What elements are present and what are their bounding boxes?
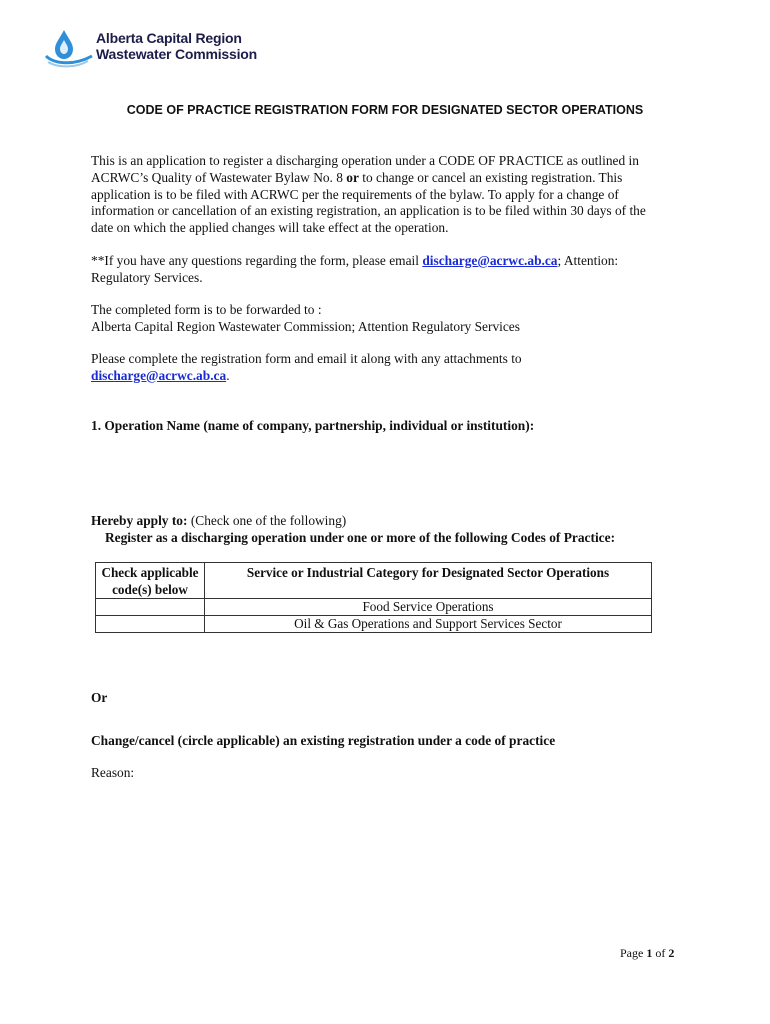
category-cell-food-service: Food Service Operations (205, 599, 652, 616)
check-column-header: Check applicable code(s) below (96, 563, 205, 599)
apply-paragraph (91, 513, 671, 547)
table-row (96, 616, 652, 633)
page-total: 2 (668, 946, 675, 960)
or-label: Or (91, 690, 108, 705)
page-number (620, 946, 674, 961)
check-cell-food-service[interactable] (96, 599, 205, 616)
category-cell-oil-gas: Oil & Gas Operations and Support Services Sector (205, 616, 652, 633)
page-title: CODE OF PRACTICE REGISTRATION FORM FOR DESIGNATED SECTOR OPERATIONS (126, 103, 644, 117)
complete-email-link[interactable]: discharge@acrwc.ab.ca (91, 367, 227, 383)
forward-line-2: Alberta Capital Region Wastewater Commission; Attention Regulatory Services (91, 318, 520, 334)
questions-paragraph (91, 253, 671, 287)
check-cell-oil-gas[interactable] (96, 616, 205, 633)
register-line: Register as a discharging operation under one or more of the following Codes of Practice: (105, 529, 616, 545)
logo-line-1: Alberta Capital Region (96, 30, 242, 46)
intro-text-2: to change or cancel an existing registration. This application is to be filed with ACRWC per the requirements of the bylaw. To apply for a change of information or cancellation of an existing registration, an application is to be filed within 30 days of the date on which the applied changes will take effect at the operation. (91, 169, 646, 236)
complete-end: . (226, 367, 230, 383)
section-1-heading: 1. Operation Name (name of company, partnership, individual or institution): (91, 418, 535, 433)
table-header-row (96, 563, 652, 599)
intro-text-1: This is an application to register a discharging operation under a CODE OF PRACTICE as outlined in ACRWC’s Quality of Wastewater Bylaw No. 8 (91, 153, 639, 185)
acrwc-logo (44, 26, 264, 70)
codes-of-practice-table (95, 562, 652, 633)
page-current: 1 (646, 946, 653, 960)
complete-paragraph (91, 351, 671, 385)
reason-label: Reason: (91, 765, 135, 780)
questions-suffix: ; Attention: Regulatory Services. (91, 253, 619, 285)
forward-paragraph (91, 302, 671, 336)
page-word: Page (620, 946, 647, 960)
logo-line-2: Wastewater Commission (96, 46, 257, 62)
category-column-header: Service or Industrial Category for Designated Sector Operations (205, 563, 652, 599)
forward-line-1: The completed form is to be forwarded to : (91, 302, 322, 317)
table-row (96, 599, 652, 616)
intro-paragraph (91, 153, 671, 237)
change-cancel-line: Change/cancel (circle applicable) an existing registration under a code of practice (91, 733, 556, 748)
apply-label: Hereby apply to: (91, 513, 188, 528)
apply-note: (Check one of the following) (187, 513, 347, 528)
page-of: of (652, 946, 669, 960)
questions-email-link[interactable]: discharge@acrwc.ab.ca (422, 253, 558, 268)
complete-text: Please complete the registration form and email it along with any attachments to (91, 351, 522, 366)
water-drop-logo-icon (44, 26, 94, 70)
questions-prefix: **If you have any questions regarding the form, please email (91, 253, 423, 268)
intro-or: or (346, 169, 359, 185)
